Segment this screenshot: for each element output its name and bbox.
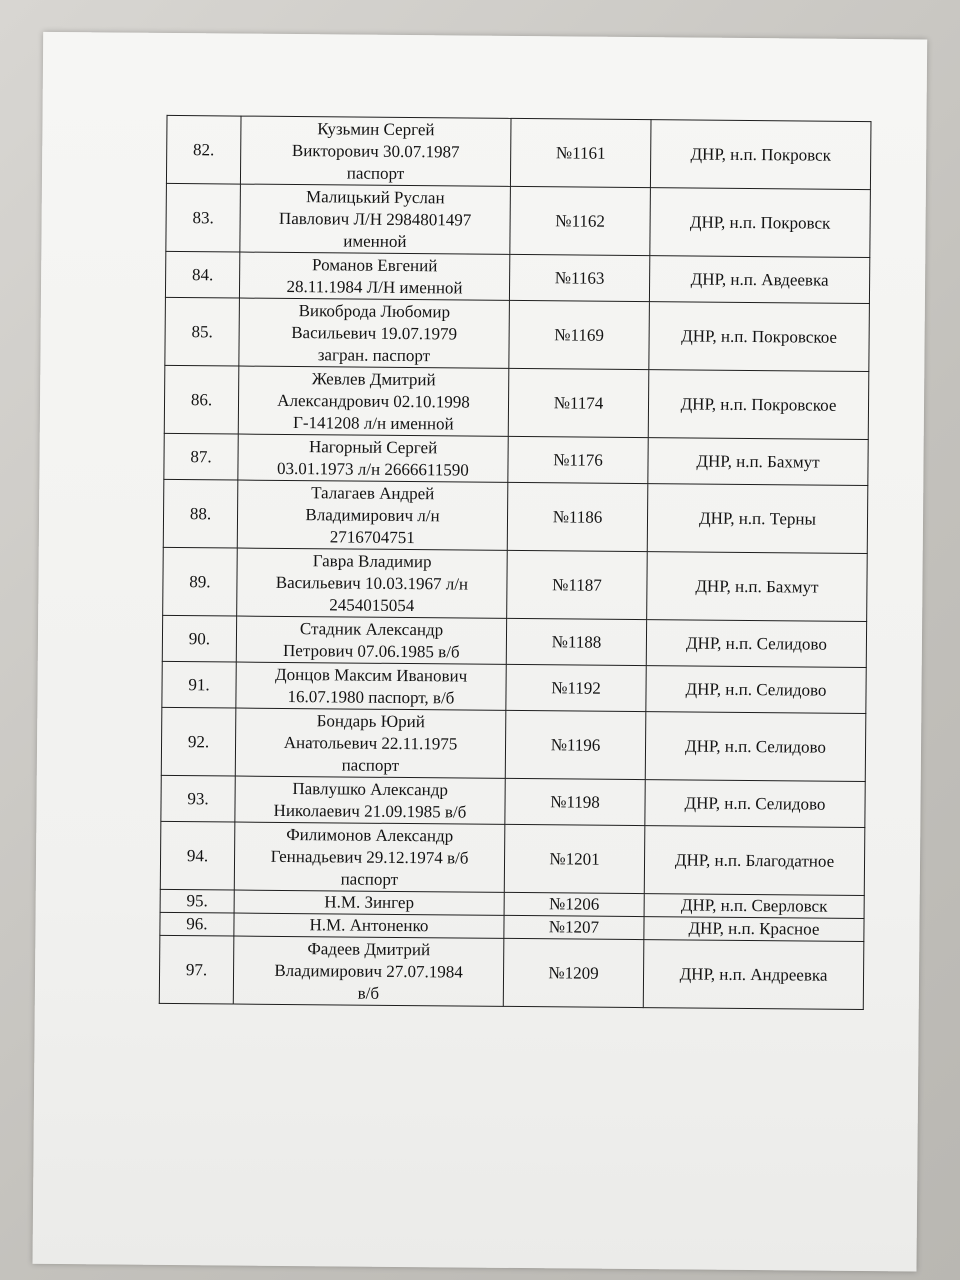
row-number-cell: 83. [166,183,241,252]
location-cell: ДНР, н.п. Покровск [650,120,871,190]
row-number-cell: 95. [160,889,234,913]
row-number-cell: 88. [163,479,238,548]
person-line: Викторович 30.07.1987 [291,140,460,161]
person-cell [240,184,511,254]
location-cell: ДНР, н.п. Покровское [649,302,870,372]
person-line: Нагорный Сергей [308,436,438,457]
table-row [164,365,869,439]
record-number-cell: №1169 [509,300,650,369]
table-row [162,661,866,713]
table-row [162,615,866,667]
record-number-cell: №1201 [504,824,645,893]
record-number-cell: №1187 [507,550,648,619]
location-cell: ДНР, н.п. Селидово [646,620,866,668]
record-number-cell: №1162 [510,186,651,255]
person-line: Стадник Александр [299,618,444,639]
person-line: Петрович 07.06.1985 в/б [283,640,460,661]
person-cell [234,822,505,892]
person-line: именной [343,230,407,251]
person-cell [239,252,509,300]
person-line: Г-141208 л/н именной [293,412,454,433]
person-line: Бондарь Юрий [316,710,425,731]
person-line: Н.М. Антоненко [309,915,429,936]
row-number-cell: 84. [165,251,239,298]
person-line: Владимирович 27.07.1984 [274,960,463,982]
record-number-cell: №1186 [507,482,648,551]
row-number-cell: 85. [165,297,240,366]
row-number-cell: 89. [163,547,238,616]
table-row [164,433,868,485]
person-line: Н.М. Зингер [324,892,415,913]
row-number-cell: 86. [164,365,239,434]
record-number-cell: №1192 [506,664,646,711]
roster-body [159,115,871,1009]
table-row [166,183,871,257]
table-row [163,479,868,553]
person-line: Викоброда Любомир [298,300,451,321]
person-cell [237,480,508,550]
person-line: Донцов Максим Иванович [275,664,468,686]
table-row [165,251,869,303]
record-number-cell: №1206 [504,892,644,916]
person-line: Павлович Л/Н 2984801497 [278,208,472,230]
person-line: Владимирович л/н [305,504,440,525]
row-number-cell: 87. [164,433,238,480]
paper-sheet [33,32,928,1272]
row-number-cell: 82. [166,115,241,184]
person-cell [238,366,509,436]
person-cell [238,434,508,482]
person-line: Кузьмин Сергей [317,118,435,139]
table-row [159,935,864,1009]
location-cell: ДНР, н.п. Селидово [646,666,866,714]
row-number-cell: 92. [161,707,236,776]
location-cell: ДНР, н.п. Селидово [645,780,865,828]
location-cell: ДНР, н.п. Сверловск [644,894,864,919]
person-line: 16.07.1980 паспорт, в/б [287,686,455,707]
location-cell: ДНР, н.п. Андреевка [643,940,864,1010]
person-line: Малицький Руслан [305,186,445,207]
person-line: Павлушко Александр [292,778,449,799]
roster-table [159,115,872,1010]
person-line: Гавра Владимир [312,550,432,571]
record-number-cell: №1161 [510,118,651,187]
person-line: Фадеев Дмитрий [307,938,431,959]
record-number-cell: №1163 [509,254,649,301]
location-cell: ДНР, н.п. Благодатное [644,826,865,896]
location-cell: ДНР, н.п. Бахмут [648,438,868,486]
person-line: в/б [357,983,380,1003]
person-line: Александрович 02.10.1998 [277,390,470,412]
person-cell [240,116,511,186]
table-row [161,775,865,827]
person-line: паспорт [346,162,405,183]
person-line: Николаевич 21.09.1985 в/б [273,800,467,822]
person-line: Васильевич 10.03.1967 л/н [275,572,469,594]
person-line: Анатольевич 22.11.1975 [283,732,458,753]
person-cell [234,890,504,915]
record-number-cell: №1174 [508,368,649,437]
person-line: паспорт [340,868,399,889]
location-cell: ДНР, н.п. Красное [644,917,864,942]
person-line: Геннадьевич 29.12.1974 в/б [270,846,469,868]
person-line: загран. паспорт [317,344,431,365]
person-line: Жевлев Дмитрий [311,368,436,389]
person-line: Романов Евгений [312,254,438,275]
location-cell: ДНР, н.п. Селидово [645,712,866,782]
record-number-cell: №1207 [504,915,644,939]
record-number-cell: №1196 [505,710,646,779]
location-cell: ДНР, н.п. Покровск [650,188,871,258]
person-cell [235,708,506,778]
location-cell: ДНР, н.п. Бахмут [647,552,868,622]
row-number-cell: 96. [160,912,234,936]
location-cell: ДНР, н.п. Авдеевка [649,256,869,304]
table-row [160,821,865,895]
person-line: Талагаев Андрей [311,482,435,503]
person-cell [239,298,510,368]
table-row [166,115,871,189]
table-row [161,707,866,781]
record-number-cell: №1198 [505,778,645,825]
person-cell [236,616,506,664]
person-line: Филимонов Александр [286,824,454,845]
record-number-cell: №1188 [506,618,646,665]
location-cell: ДНР, н.п. Терны [647,484,868,554]
person-line: 2716704751 [329,526,415,547]
table-row [165,297,870,371]
person-cell [235,776,505,824]
record-number-cell: №1176 [508,436,648,483]
table-row [163,547,868,621]
row-number-cell: 90. [162,615,236,662]
person-cell [237,548,508,618]
person-line: 03.01.1973 л/н 2666611590 [277,458,469,480]
person-line: 28.11.1984 Л/Н именной [286,276,463,298]
row-number-cell: 94. [160,821,235,890]
location-cell: ДНР, н.п. Покровское [648,370,869,440]
person-line: паспорт [341,754,400,775]
row-number-cell: 97. [159,935,234,1004]
row-number-cell: 93. [161,775,235,822]
record-number-cell: №1209 [503,938,644,1007]
person-cell [233,936,504,1006]
person-line: Васильевич 19.07.1979 [291,322,458,343]
person-cell [234,913,504,938]
person-cell [236,662,506,710]
person-line: 2454015054 [329,594,415,615]
row-number-cell: 91. [162,661,236,708]
